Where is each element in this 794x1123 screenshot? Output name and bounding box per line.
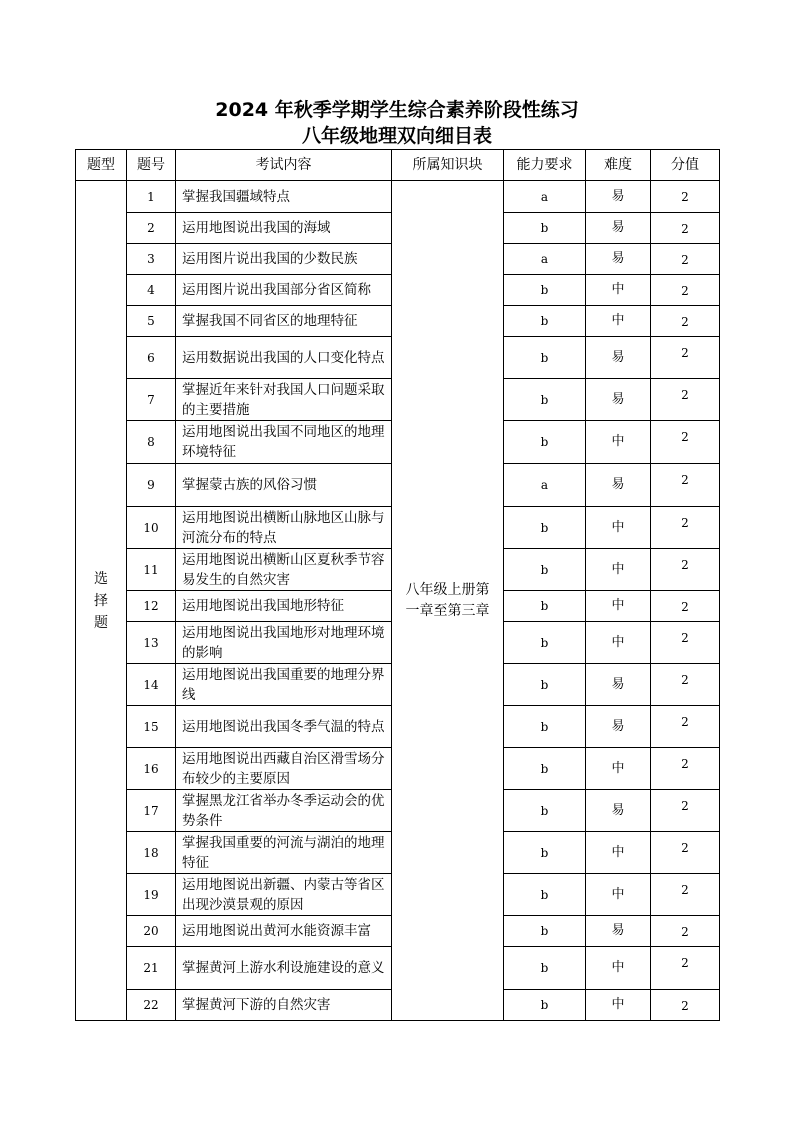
difficulty: 易 <box>586 916 651 947</box>
ability-requirement: b <box>504 379 586 421</box>
header-difficulty: 难度 <box>586 150 651 181</box>
ability-requirement: a <box>504 244 586 275</box>
question-number: 4 <box>127 275 176 306</box>
exam-content: 运用地图说出黄河水能资源丰富 <box>176 916 392 947</box>
question-number: 9 <box>127 464 176 507</box>
knowledge-block-cell <box>392 181 504 1021</box>
ability-requirement: b <box>504 275 586 306</box>
table-row <box>76 181 720 213</box>
score-value: 2 <box>651 464 720 507</box>
header-content: 考试内容 <box>176 150 392 181</box>
score-value: 2 <box>651 622 720 664</box>
ability-requirement: b <box>504 990 586 1021</box>
exam-content: 运用地图说出我国不同地区的地理环境特征 <box>176 421 392 464</box>
question-number: 15 <box>127 706 176 748</box>
difficulty: 易 <box>586 664 651 706</box>
exam-content: 运用地图说出新疆、内蒙古等省区出现沙漠景观的原因 <box>176 874 392 916</box>
ability-requirement: b <box>504 706 586 748</box>
score-value: 2 <box>651 916 720 947</box>
question-number: 3 <box>127 244 176 275</box>
score-value: 2 <box>651 181 720 213</box>
question-number: 12 <box>127 591 176 622</box>
question-type-cell <box>76 181 127 1021</box>
ability-requirement: b <box>504 591 586 622</box>
score-value: 2 <box>651 213 720 244</box>
question-number: 10 <box>127 507 176 549</box>
difficulty: 中 <box>586 549 651 591</box>
difficulty: 中 <box>586 748 651 790</box>
score-value: 2 <box>651 306 720 337</box>
difficulty: 中 <box>586 591 651 622</box>
question-number: 2 <box>127 213 176 244</box>
exam-content: 运用地图说出横断山脉地区山脉与河流分布的特点 <box>176 507 392 549</box>
exam-content: 运用地图说出我国地形特征 <box>176 591 392 622</box>
difficulty: 中 <box>586 832 651 874</box>
ability-requirement: b <box>504 832 586 874</box>
ability-requirement: a <box>504 181 586 213</box>
score-value: 2 <box>651 549 720 591</box>
difficulty: 中 <box>586 275 651 306</box>
difficulty: 中 <box>586 947 651 990</box>
difficulty: 易 <box>586 337 651 379</box>
difficulty: 易 <box>586 244 651 275</box>
ability-requirement: b <box>504 664 586 706</box>
exam-content: 运用地图说出我国地形对地理环境的影响 <box>176 622 392 664</box>
exam-content: 掌握近年来针对我国人口问题采取的主要措施 <box>176 379 392 421</box>
difficulty: 易 <box>586 181 651 213</box>
header-ability: 能力要求 <box>504 150 586 181</box>
score-value: 2 <box>651 790 720 832</box>
question-number: 7 <box>127 379 176 421</box>
question-number: 6 <box>127 337 176 379</box>
score-value: 2 <box>651 337 720 379</box>
question-number: 5 <box>127 306 176 337</box>
ability-requirement: b <box>504 306 586 337</box>
exam-content: 掌握我国重要的河流与湖泊的地理特征 <box>176 832 392 874</box>
ability-requirement: b <box>504 549 586 591</box>
difficulty: 易 <box>586 379 651 421</box>
exam-content: 运用数据说出我国的人口变化特点 <box>176 337 392 379</box>
exam-content: 运用地图说出我国的海域 <box>176 213 392 244</box>
score-value: 2 <box>651 748 720 790</box>
document-subtitle: 八年级地理双向细目表 <box>301 125 492 147</box>
ability-requirement: b <box>504 421 586 464</box>
ability-requirement: a <box>504 464 586 507</box>
score-value: 2 <box>651 706 720 748</box>
exam-content: 掌握黄河上游水利设施建设的意义 <box>176 947 392 990</box>
ability-requirement: b <box>504 213 586 244</box>
score-value: 2 <box>651 664 720 706</box>
header-knowledge: 所属知识块 <box>392 150 504 181</box>
question-number: 20 <box>127 916 176 947</box>
score-value: 2 <box>651 507 720 549</box>
question-number: 14 <box>127 664 176 706</box>
header-score: 分值 <box>651 150 720 181</box>
header-number: 题号 <box>127 150 176 181</box>
exam-content: 运用图片说出我国的少数民族 <box>176 244 392 275</box>
question-number: 19 <box>127 874 176 916</box>
question-number: 18 <box>127 832 176 874</box>
exam-content: 运用地图说出我国冬季气温的特点 <box>176 706 392 748</box>
difficulty: 中 <box>586 990 651 1021</box>
exam-content: 掌握我国不同省区的地理特征 <box>176 306 392 337</box>
ability-requirement: b <box>504 507 586 549</box>
score-value: 2 <box>651 421 720 464</box>
ability-requirement: b <box>504 748 586 790</box>
question-type-label: 选 择 题 <box>94 570 108 631</box>
question-number: 11 <box>127 549 176 591</box>
difficulty: 易 <box>586 706 651 748</box>
difficulty: 中 <box>586 306 651 337</box>
ability-requirement: b <box>504 790 586 832</box>
difficulty: 易 <box>586 790 651 832</box>
question-number: 17 <box>127 790 176 832</box>
ability-requirement: b <box>504 337 586 379</box>
score-value: 2 <box>651 275 720 306</box>
header-row <box>76 150 720 181</box>
question-number: 22 <box>127 990 176 1021</box>
knowledge-block-label: 八年级上册第 一章至第三章 <box>405 581 490 619</box>
question-number: 1 <box>127 181 176 213</box>
difficulty: 中 <box>586 507 651 549</box>
difficulty: 中 <box>586 421 651 464</box>
difficulty: 中 <box>586 874 651 916</box>
exam-content: 掌握黄河下游的自然灾害 <box>176 990 392 1021</box>
header-type: 题型 <box>76 150 127 181</box>
question-number: 16 <box>127 748 176 790</box>
question-number: 8 <box>127 421 176 464</box>
score-value: 2 <box>651 874 720 916</box>
exam-content: 运用地图说出横断山区夏秋季节容易发生的自然灾害 <box>176 549 392 591</box>
exam-content: 掌握蒙古族的风俗习惯 <box>176 464 392 507</box>
score-value: 2 <box>651 947 720 990</box>
exam-content: 掌握黑龙江省举办冬季运动会的优势条件 <box>176 790 392 832</box>
difficulty: 中 <box>586 622 651 664</box>
ability-requirement: b <box>504 622 586 664</box>
exam-content: 掌握我国疆域特点 <box>176 181 392 213</box>
exam-content: 运用地图说出西藏自治区滑雪场分布较少的主要原因 <box>176 748 392 790</box>
score-value: 2 <box>651 379 720 421</box>
ability-requirement: b <box>504 874 586 916</box>
score-value: 2 <box>651 244 720 275</box>
specification-table <box>75 149 720 1021</box>
score-value: 2 <box>651 990 720 1021</box>
question-number: 13 <box>127 622 176 664</box>
score-value: 2 <box>651 832 720 874</box>
difficulty: 易 <box>586 213 651 244</box>
exam-content: 运用图片说出我国部分省区简称 <box>176 275 392 306</box>
document-title: 2024 年秋季学期学生综合素养阶段性练习 <box>215 99 579 121</box>
ability-requirement: b <box>504 947 586 990</box>
score-value: 2 <box>651 591 720 622</box>
difficulty: 易 <box>586 464 651 507</box>
ability-requirement: b <box>504 916 586 947</box>
exam-content: 运用地图说出我国重要的地理分界线 <box>176 664 392 706</box>
question-number: 21 <box>127 947 176 990</box>
